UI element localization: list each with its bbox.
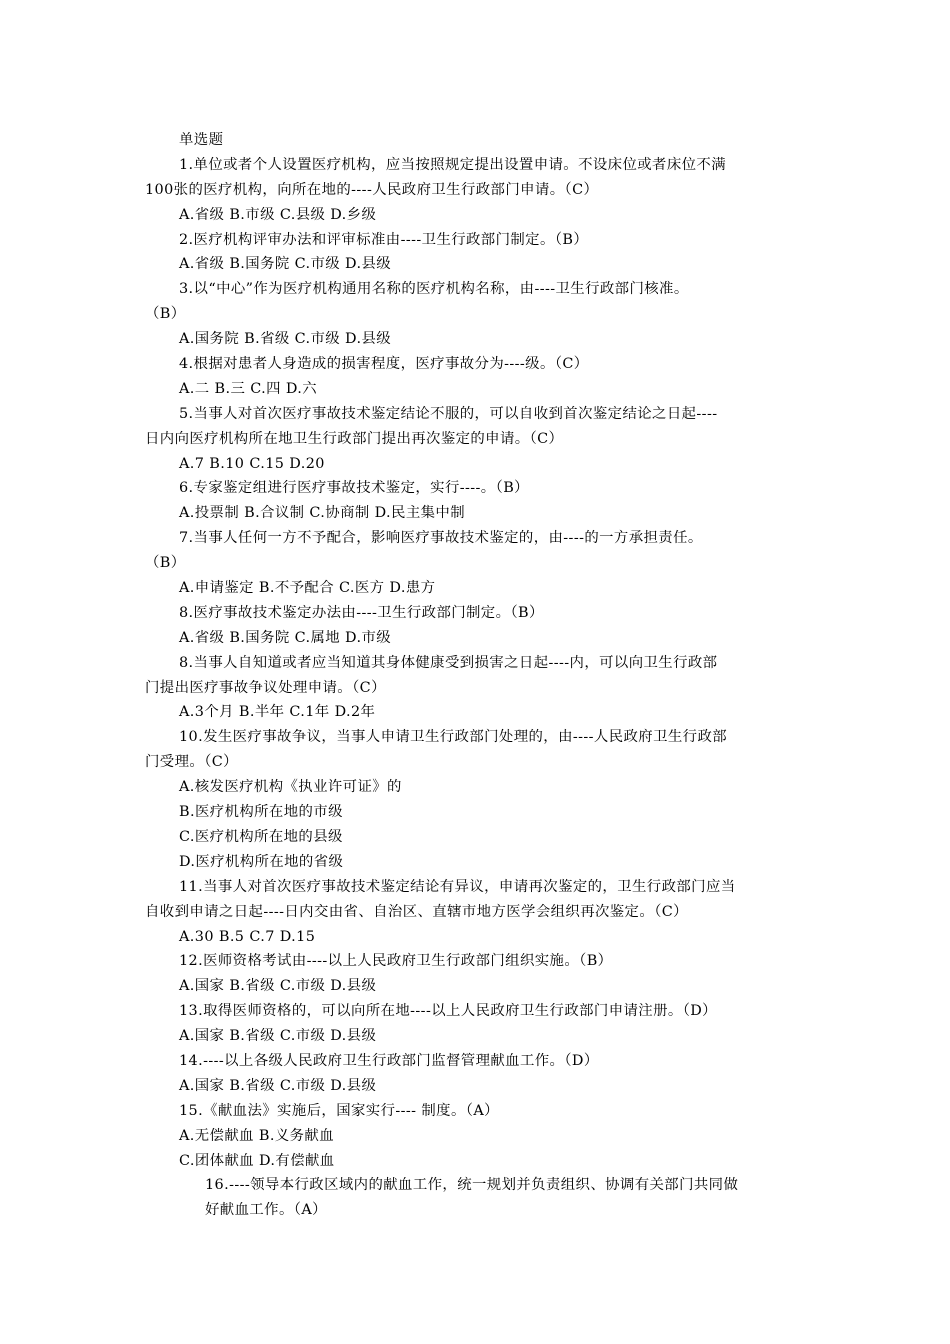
text-line: A.省级 B.国务院 C.属地 D.市级 xyxy=(179,629,392,646)
text-line: 2.医疗机构评审办法和评审标准由----卫生行政部门制定。（B） xyxy=(179,231,589,248)
text-line: A.3个月 B.半年 C.1年 D.2年 xyxy=(179,704,376,721)
text-line: 5.当事人对首次医疗事故技术鉴定结论不服的，可以自收到首次鉴定结论之日起---- xyxy=(179,405,718,422)
section-title: 单选题 xyxy=(179,132,224,148)
text-line: D.医疗机构所在地的省级 xyxy=(179,853,344,870)
text-line: 1.单位或者个人设置医疗机构，应当按照规定提出设置申请。不设床位或者床位不满 xyxy=(179,156,726,173)
text-line: 门提出医疗事故争议处理申请。（C） xyxy=(145,679,386,696)
text-line: 4.根据对患者人身造成的损害程度，医疗事故分为----级。（C） xyxy=(179,356,589,373)
text-line: A.二 B.三 C.四 D.六 xyxy=(179,380,318,397)
text-line: 3.以“中心”作为医疗机构通用名称的医疗机构名称，由----卫生行政部门核准。 xyxy=(179,281,689,298)
text-line: A.30 B.5 C.7 D.15 xyxy=(179,928,316,945)
text-line: 11.当事人对首次医疗事故技术鉴定结论有异议，申请再次鉴定的，卫生行政部门应当 xyxy=(179,878,736,895)
text-line: （B） xyxy=(145,555,186,572)
question-list xyxy=(145,153,810,1223)
text-line: 14.----以上各级人民政府卫生行政部门监督管理献血工作。（D） xyxy=(179,1052,599,1069)
text-line: （B） xyxy=(145,306,186,323)
text-line: A.省级 B.市级 C.县级 D.乡级 xyxy=(179,206,377,223)
text-line: A.核发医疗机构《执业许可证》的 xyxy=(179,779,402,796)
text-line: 门受理。（C） xyxy=(145,754,238,771)
text-line: 100张的医疗机构，向所在地的----人民政府卫生行政部门申请。（C） xyxy=(145,181,599,198)
text-line: 12.医师资格考试由----以上人民政府卫生行政部门组织实施。（B） xyxy=(179,953,613,970)
document-body xyxy=(145,128,810,1223)
text-line: B.医疗机构所在地的市级 xyxy=(179,804,343,821)
text-line: A.投票制 B.合议制 C.协商制 D.民主集中制 xyxy=(179,505,465,522)
text-line: 10.发生医疗事故争议，当事人申请卫生行政部门处理的，由----人民政府卫生行政部 xyxy=(179,729,728,746)
text-line: A.申请鉴定 B.不予配合 C.医方 D.患方 xyxy=(179,580,436,597)
text-line: 8.当事人自知道或者应当知道其身体健康受到损害之日起----内，可以向卫生行政部 xyxy=(179,654,718,671)
text-line: 15.《献血法》实施后，国家实行---- 制度。（A） xyxy=(179,1102,499,1119)
text-line: 好献血工作。（A） xyxy=(205,1202,327,1219)
text-line: 16.----领导本行政区域内的献血工作，统一规划并负责组织、协调有关部门共同做 xyxy=(205,1177,739,1194)
text-line: A.省级 B.国务院 C.市级 D.县级 xyxy=(179,256,392,273)
text-line: 13.取得医师资格的，可以向所在地----以上人民政府卫生行政部门申请注册。（D） xyxy=(179,1003,717,1020)
text-line: C.医疗机构所在地的县级 xyxy=(179,828,343,845)
text-line: A.国务院 B.省级 C.市级 D.县级 xyxy=(179,331,392,348)
text-line: C.团体献血 D.有偿献血 xyxy=(179,1152,335,1169)
text-line: A.7 B.10 C.15 D.20 xyxy=(179,455,325,472)
text-line: 6.专家鉴定组进行医疗事故技术鉴定，实行----。（B） xyxy=(179,480,529,497)
text-line: 7.当事人任何一方不予配合，影响医疗事故技术鉴定的，由----的一方承担责任。 xyxy=(179,530,703,547)
text-line: 日内向医疗机构所在地卫生行政部门提出再次鉴定的申请。（C） xyxy=(145,430,564,447)
text-line: A.国家 B.省级 C.市级 D.县级 xyxy=(179,978,377,995)
text-line: 自收到申请之日起----日内交由省、自治区、直辖市地方医学会组织再次鉴定。（C） xyxy=(145,903,688,920)
text-line: A.无偿献血 B.义务献血 xyxy=(179,1127,335,1144)
text-line: A.国家 B.省级 C.市级 D.县级 xyxy=(179,1077,377,1094)
text-line: 8.医疗事故技术鉴定办法由----卫生行政部门制定。（B） xyxy=(179,604,544,621)
text-line: A.国家 B.省级 C.市级 D.县级 xyxy=(179,1028,377,1045)
